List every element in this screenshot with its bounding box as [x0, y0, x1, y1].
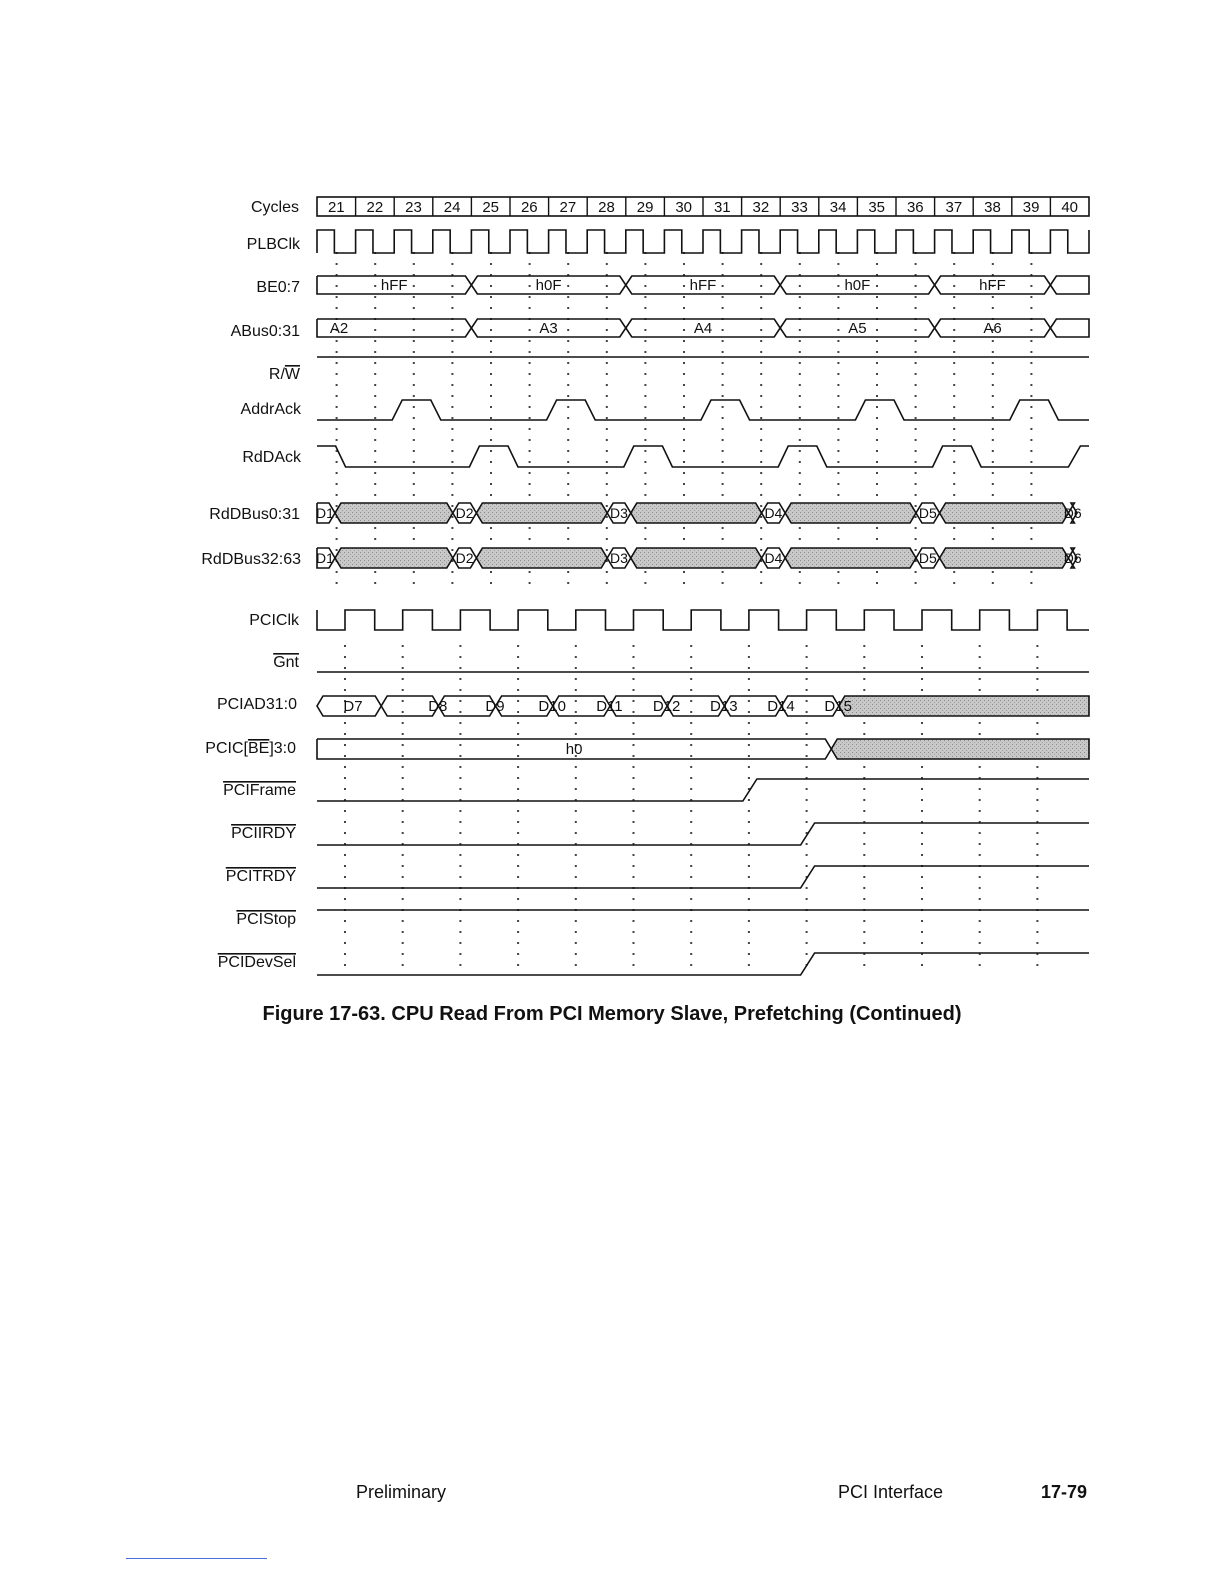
abus-bus-value: A6 [983, 320, 1002, 337]
rddbus32-bus-segment [335, 548, 453, 568]
label-gnt: Gnt [273, 654, 299, 671]
abus-bus-value: A5 [848, 320, 867, 337]
rddbus0-bus-value: D6 [1063, 505, 1082, 521]
be-bus-segment [1050, 276, 1089, 294]
label-pciclk: PCIClk [249, 612, 299, 629]
label-pcic [205, 740, 296, 757]
cycle-number: 23 [405, 199, 422, 216]
label-pcidevsel: PCIDevSel [217, 954, 296, 971]
pcitrdy-wave [317, 866, 1089, 888]
rddbus0-bus-value: D1 [316, 505, 334, 521]
pciad-bus-value: D9 [485, 698, 505, 715]
be-bus-value: h0F [535, 277, 562, 294]
label-addrack: AddrAck [240, 401, 301, 418]
waveforms [317, 230, 1089, 975]
label-pcic-prefix: PCIC[ [205, 740, 248, 757]
label-rw-bar: W [284, 366, 300, 383]
label-rddack: RdDAck [242, 449, 301, 466]
abus-bus-value: A4 [693, 320, 713, 337]
label-cycles: Cycles [250, 199, 299, 216]
label-pciad: PCIAD31:0 [216, 696, 297, 713]
cycle-number: 26 [520, 199, 538, 216]
label-pcic-suffix: ]3:0 [269, 740, 296, 757]
rddbus32-bus-value: D1 [316, 550, 334, 566]
cycle-number: 29 [636, 199, 654, 216]
label-pcic-bar: BE [247, 740, 270, 757]
rddbus0-bus-segment [940, 503, 1069, 523]
pciad-bus-segment [839, 696, 1089, 716]
cycle-number: 22 [366, 199, 384, 216]
footer-page-number: 17-79 [1041, 1482, 1088, 1502]
cycle-number: 28 [598, 199, 615, 216]
pcic-bus-value: h0 [565, 741, 583, 758]
pciad-bus-value: D13 [710, 698, 738, 715]
pciirdy-wave [317, 823, 1089, 845]
pciclk-wave [317, 610, 1089, 630]
label-pciirdy: PCIIRDY [231, 825, 296, 842]
rddbus32-bus-segment [940, 548, 1069, 568]
be-bus-value: h0F [844, 277, 871, 294]
label-pciframe: PCIFrame [223, 782, 296, 799]
rddbus32-bus-value: D3 [610, 550, 628, 566]
cycle-number: 32 [752, 199, 770, 216]
cycle-number: 27 [559, 199, 577, 216]
cycle-number: 21 [327, 199, 345, 216]
footer-section: PCI Interface [838, 1482, 944, 1502]
pciad-bus-value: D14 [767, 698, 795, 715]
be-bus-value: hFF [689, 277, 717, 294]
cycle-number: 39 [1022, 199, 1040, 216]
rddbus32-bus-value: D4 [764, 550, 783, 566]
pciad-bus-value: D8 [428, 698, 448, 715]
cycle-number: 25 [482, 199, 500, 216]
footer-status: Preliminary [356, 1482, 447, 1502]
cycle-number: 33 [791, 199, 808, 216]
pciad-bus-value: D10 [538, 698, 566, 715]
pciad-bus-value: D7 [343, 698, 363, 715]
rddbus0-bus-segment [335, 503, 453, 523]
rddbus0-bus-value: D3 [610, 505, 628, 521]
cycle-number: 30 [675, 199, 693, 216]
cycle-number: 31 [713, 199, 731, 216]
plbclk-wave [317, 230, 1089, 253]
rddbus32-bus-value: D6 [1063, 550, 1082, 566]
rddbus0-bus-segment [631, 503, 762, 523]
pciad-bus-value: D12 [652, 698, 681, 715]
rddbus32-bus-segment [785, 548, 916, 568]
be-bus-value: hFF [380, 277, 408, 294]
cycle-number: 24 [443, 199, 461, 216]
label-pcitrdy: PCITRDY [225, 868, 296, 885]
cycle-number: 38 [984, 199, 1001, 216]
rddbus32-bus-value: D5 [918, 550, 937, 566]
label-rddbus32: RdDBus32:63 [201, 551, 301, 568]
cycle-number: 36 [906, 199, 924, 216]
rddbus32-bus-value: D2 [455, 550, 474, 566]
cycle-number: 37 [945, 199, 963, 216]
pciad-bus-value: D15 [824, 698, 852, 715]
rddbus0-bus-value: D5 [918, 505, 937, 521]
addrack-wave [317, 400, 1089, 420]
figure-caption: Figure 17-63. CPU Read From PCI Memory Slave, Prefetching (Continued) [262, 1003, 962, 1025]
rddbus0-bus-value: D4 [764, 505, 783, 521]
label-rddbus0: RdDBus0:31 [209, 506, 300, 523]
cycle-number: 35 [868, 199, 886, 216]
label-rw-prefix: R/ [268, 366, 285, 383]
rddbus0-bus-segment [785, 503, 916, 523]
pciframe-wave [317, 779, 1089, 801]
rddbus0-bus-value: D2 [455, 505, 474, 521]
rddbus32-bus-segment [476, 548, 607, 568]
abus-bus-value: A3 [539, 320, 558, 337]
be-bus-value: hFF [979, 277, 1006, 294]
label-rw [269, 366, 301, 383]
label-abus: ABus0:31 [230, 323, 300, 340]
label-pcistop: PCIStop [236, 911, 296, 928]
abus-bus-segment [1050, 319, 1089, 337]
rddbus0-bus-segment [476, 503, 607, 523]
pcic-bus-segment [831, 739, 1089, 759]
rddbus32-bus-segment [631, 548, 762, 568]
rddack-wave [317, 446, 1089, 467]
cycle-number: 34 [829, 199, 847, 216]
label-be: BE0:7 [256, 279, 300, 296]
edge-rule [126, 1558, 267, 1559]
label-plbclk: PLBClk [246, 236, 300, 253]
cycle-header [317, 197, 1089, 216]
abus-bus-value: A2 [329, 320, 349, 337]
cycle-number: 40 [1061, 199, 1079, 216]
pciad-bus-value: D11 [596, 698, 623, 715]
pcidevsel-wave [317, 953, 1089, 975]
